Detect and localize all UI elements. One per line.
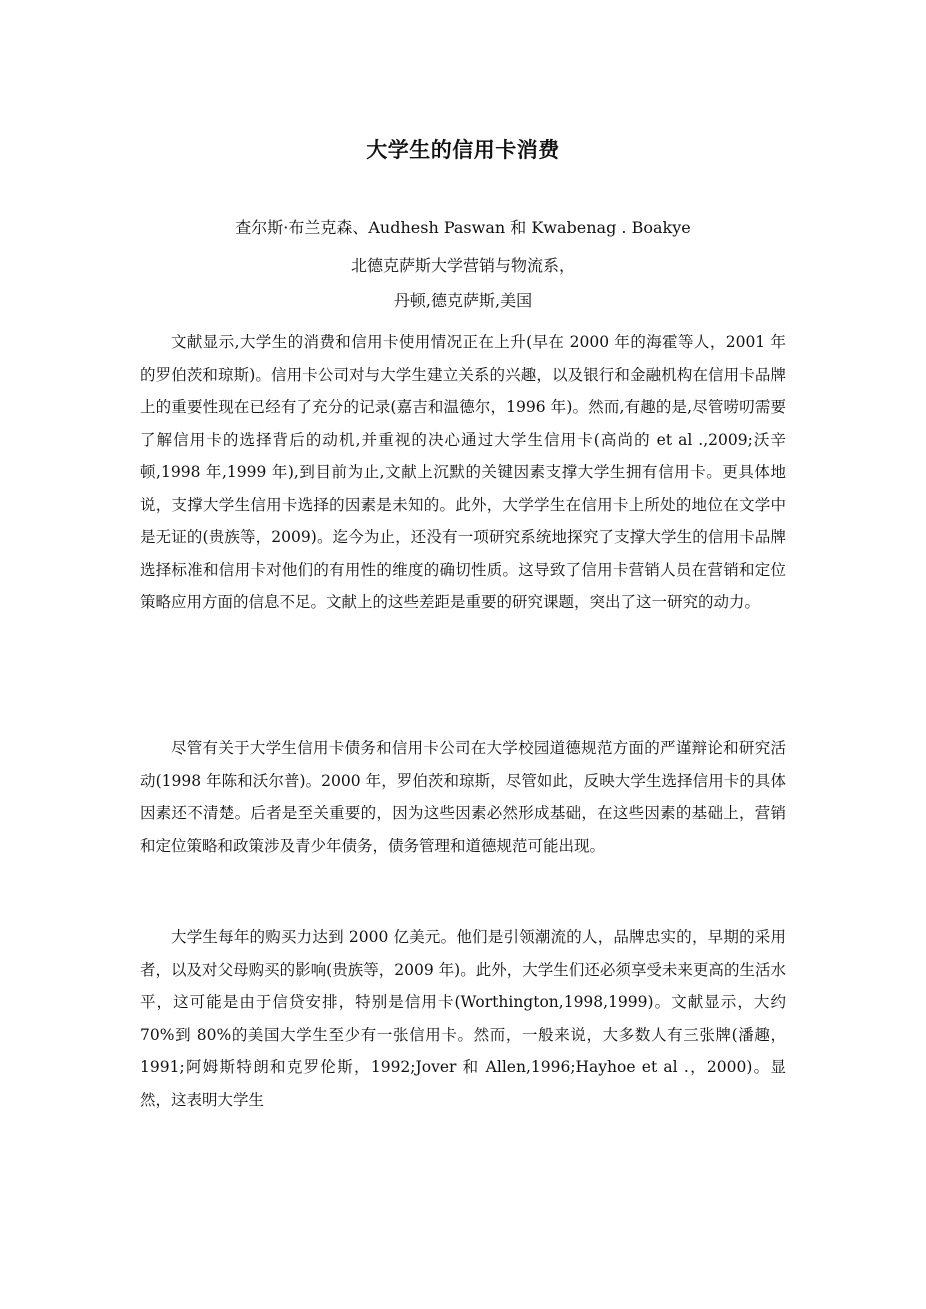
body-paragraph-2: 尽管有关于大学生信用卡债务和信用卡公司在大学校园道德规范方面的严谨辩论和研究活动(1998 年陈和沃尔普)。2000 年，罗伯茨和琼斯，尽管如此，反映大学生选择信用卡的具体因素还不清楚。后者是至关重要的，因为这些因素必然形成基础，在这些因素的基础上，营销和定位策略和政策涉及青少年债务，债务管理和道德规范可能出现。 [140, 739, 786, 855]
body-paragraph-3: 大学生每年的购买力达到 2000 亿美元。他们是引领潮流的人，品牌忠实的，早期的采用者，以及对父母购买的影响(贵族等，2009 年)。此外，大学生们还必须享受未来更高的生活水平，这可能是由于信贷安排，特别是信用卡(Worthington,1998,1999)。文献显示，大约 70%到 80%的美国大学生至少有一张信用卡。然而，一般来说，大多数人有三张牌(潘趣，1991;阿姆斯特朗和克罗伦斯，1992;Jover 和 Allen,1996;Hayhoe et al .，2000)。显然，这表明大学生 [140, 928, 786, 1109]
page-title: 大学生的信用卡消费 [366, 138, 560, 162]
affiliation-line: 北德克萨斯大学营销与物流系， [350, 256, 575, 275]
body-paragraph-1: 文献显示,大学生的消费和信用卡使用情况正在上升(早在 2000 年的海霍等人，2001 年的罗伯茨和琼斯)。信用卡公司对与大学生建立关系的兴趣，以及银行和金融机构在信用卡品牌上的重要性现在已经有了充分的记录(嘉吉和温德尔，1996 年)。然而,有趣的是,尽管唠叨需要了解信用卡的选择背后的动机,并重视的决心通过大学生信用卡(高尚的 et al .,2009;沃辛顿,1998 年,1999 年),到目前为止,文献上沉默的关键因素支撑大学生拥有信用卡。更具体地说，支撑大学生信用卡选择的因素是未知的。此外，大学学生在信用卡上所处的地位在文学中是无证的(贵族等，2009)。迄今为止，还没有一项研究系统地探究了支撑大学生的信用卡品牌选择标准和信用卡对他们的有用性的维度的确切性质。这导致了信用卡营销人员在营销和定位策略应用方面的信息不足。文献上的这些差距是重要的研究课题，突出了这一研究的动力。 [140, 333, 786, 611]
author-line: 查尔斯·布兰克森、Audhesh Paswan 和 Kwabenag . Boakye [235, 218, 691, 237]
location-line: 丹顿,德克萨斯,美国 [393, 291, 533, 310]
